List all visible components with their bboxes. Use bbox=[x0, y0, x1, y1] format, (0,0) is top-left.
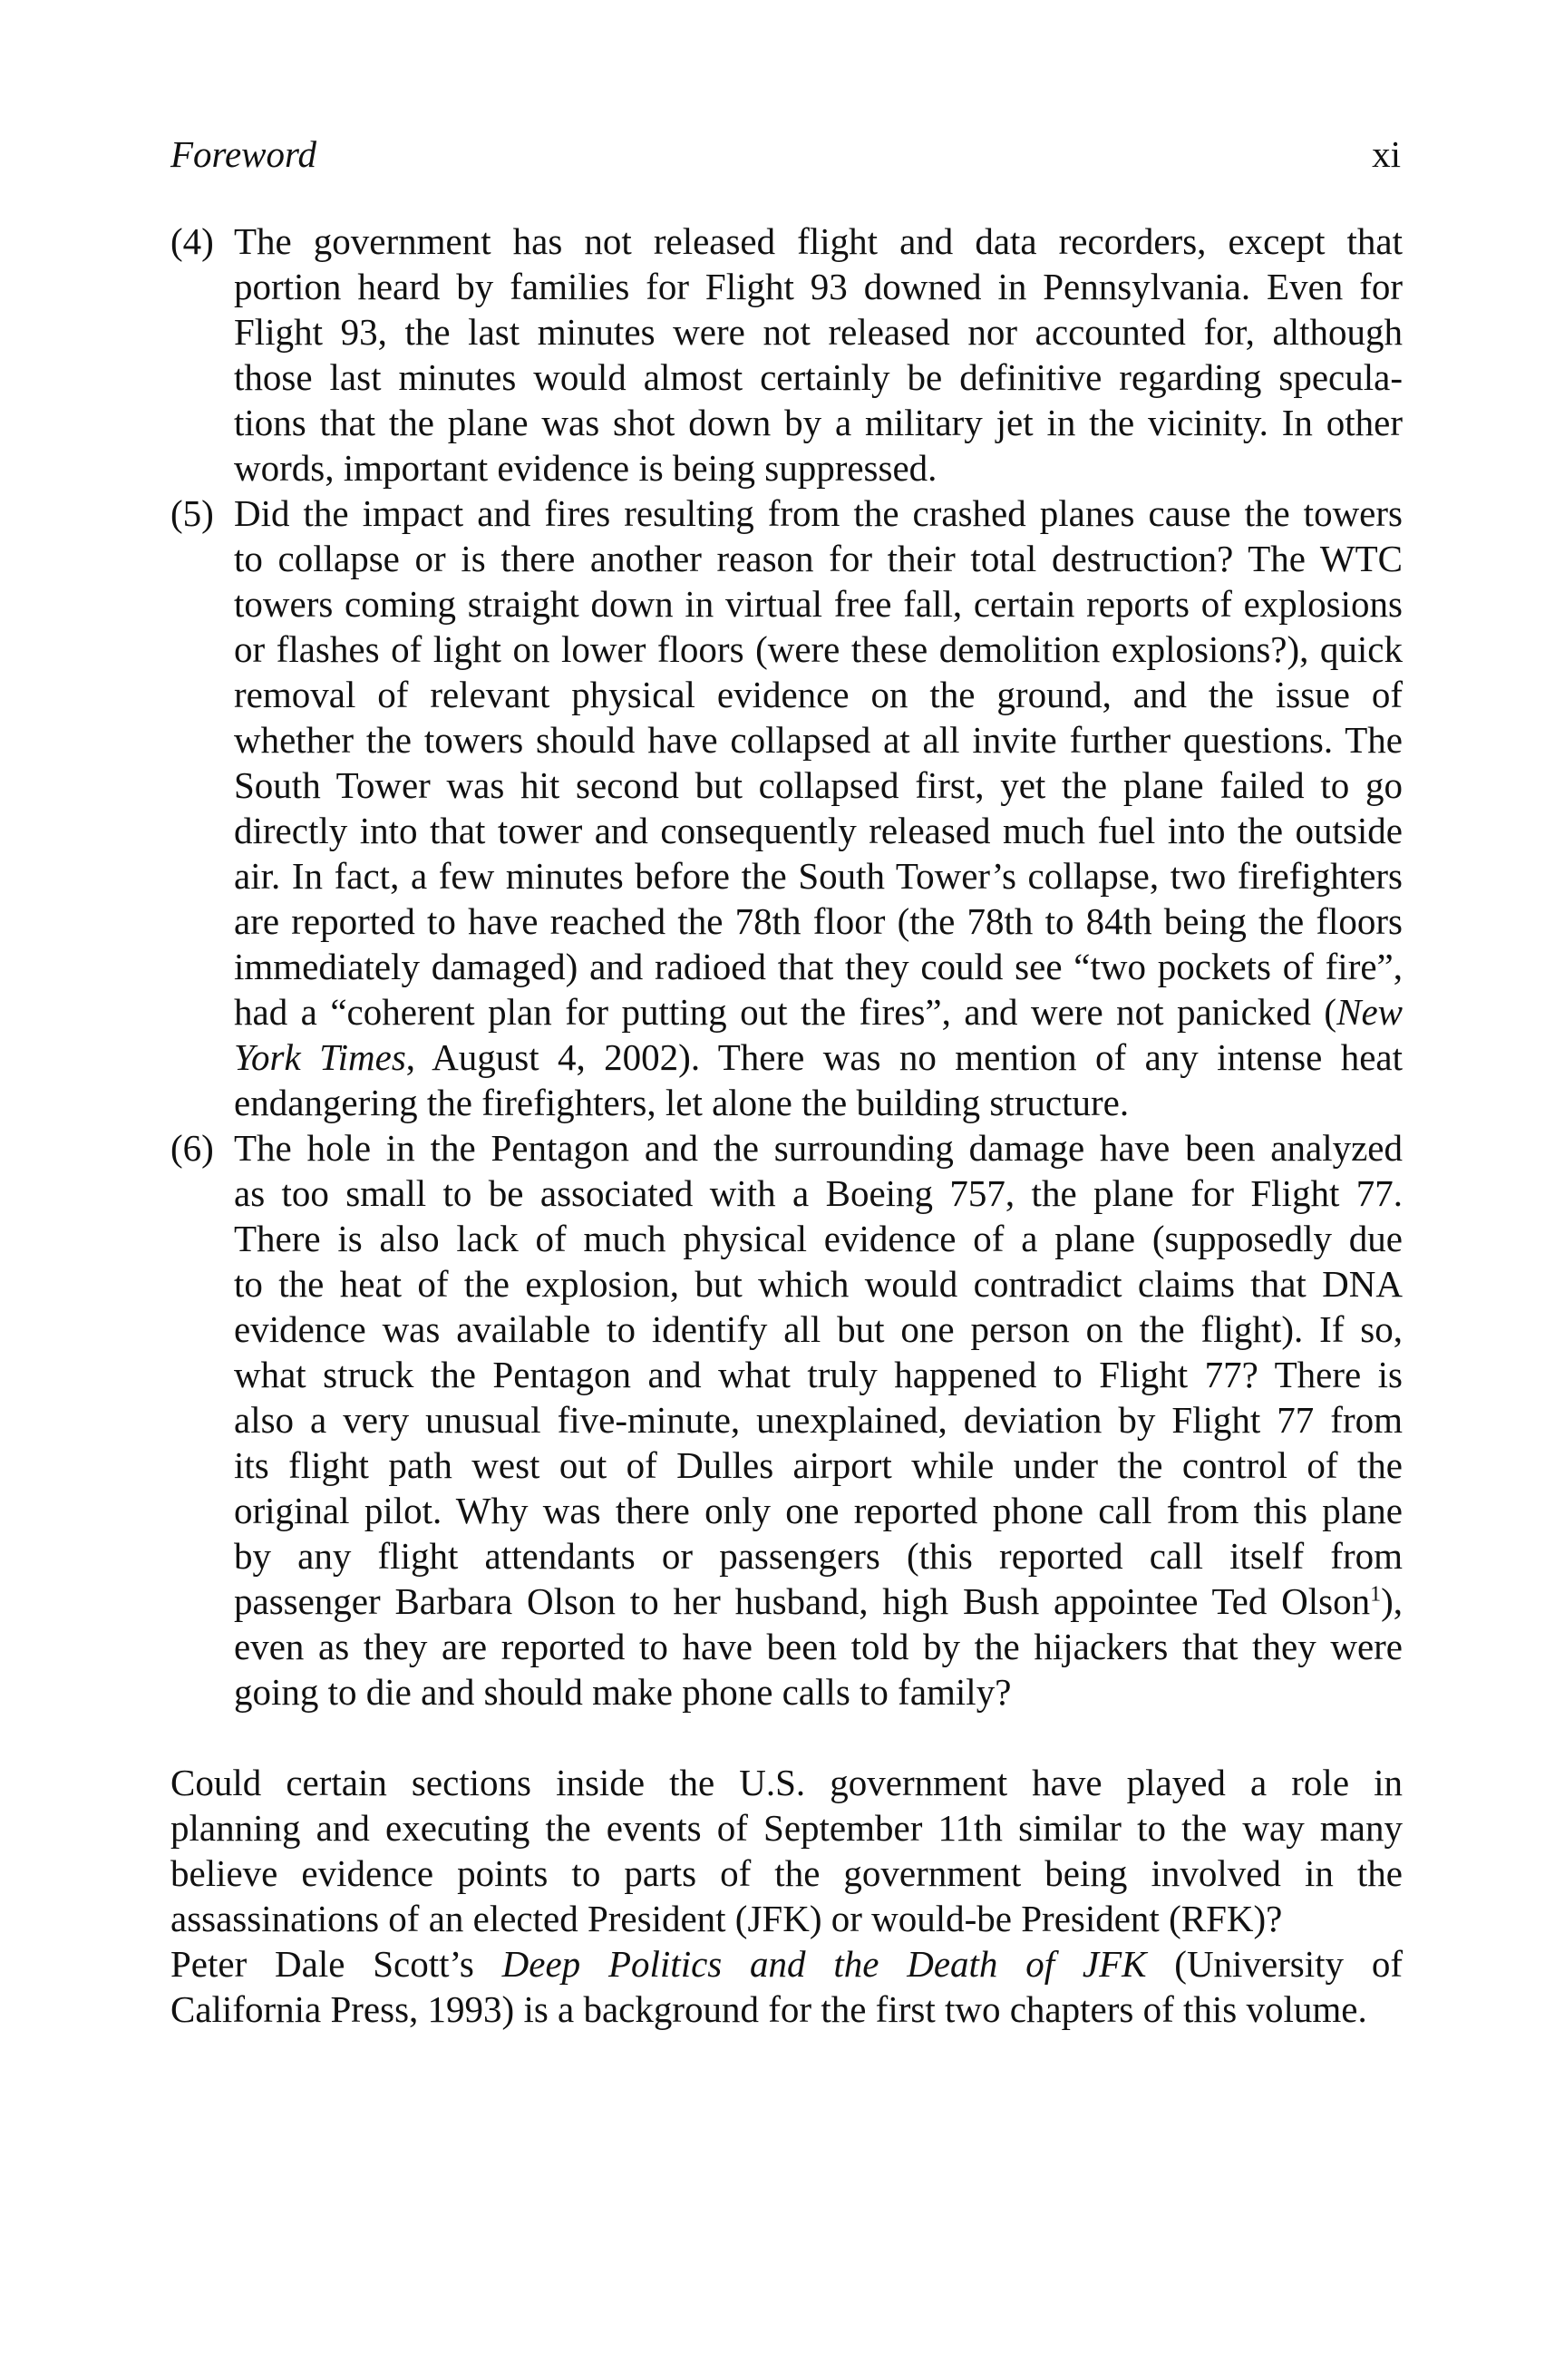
item-number: (5) bbox=[170, 492, 214, 534]
text-line bbox=[234, 491, 1403, 536]
text-segment: There is also lack of much physical evidence of a plane (supposedly due bbox=[234, 1218, 1403, 1259]
text-line bbox=[234, 355, 1403, 400]
text-segment: The hole in the Pentagon and the surrounding damage have been analyzed bbox=[234, 1127, 1403, 1169]
text-segment: The government has not released flight and data recorders, except that bbox=[234, 220, 1403, 262]
text-line bbox=[170, 1805, 1403, 1851]
text-segment: Could certain sections inside the U.S. government have played a role in bbox=[170, 1762, 1403, 1803]
text-segment: Flight 93, the last minutes were not released nor accounted for, although bbox=[234, 311, 1403, 353]
running-header-title: Foreword bbox=[170, 133, 316, 175]
text-segment: removal of relevant physical evidence on the ground, and the issue of bbox=[234, 674, 1403, 715]
text-segment: portion heard by families for Flight 93 downed in Pennsylvania. Even for bbox=[234, 266, 1403, 307]
text-line bbox=[234, 1533, 1403, 1579]
text-segment: to the heat of the explosion, but which would contradict claims that DNA bbox=[234, 1263, 1403, 1305]
text-line bbox=[234, 944, 1403, 989]
text-line bbox=[234, 1261, 1403, 1307]
text-segment: Peter Dale Scott’s bbox=[170, 1943, 502, 1985]
text-segment: to collapse or is there another reason for their total destruction? The WTC bbox=[234, 538, 1403, 579]
text-segment: towers coming straight down in virtual free fall, certain reports of explosions bbox=[234, 583, 1403, 625]
text-line bbox=[234, 672, 1403, 717]
item-number: (6) bbox=[170, 1127, 214, 1169]
text-segment: ), bbox=[1381, 1580, 1403, 1622]
text-line bbox=[234, 1125, 1403, 1171]
text-segment: what struck the Pentagon and what truly happened to Flight 77? There is bbox=[234, 1354, 1403, 1395]
text-line bbox=[234, 627, 1403, 672]
text-segment: those last minutes would almost certainly be definitive regarding specula- bbox=[234, 356, 1403, 398]
text-segment: or flashes of light on lower floors (were these demolition explosions?), quick bbox=[234, 628, 1403, 670]
text-segment: air. In fact, a few minutes before the South Tower’s collapse, two firefighters bbox=[234, 855, 1403, 897]
text-segment: are reported to have reached the 78th floor (the 78th to 84th being the floors bbox=[234, 900, 1403, 942]
text-line bbox=[170, 1851, 1403, 1896]
text-segment: going to die and should make phone calls to family? bbox=[234, 1671, 1012, 1713]
text-segment: directly into that tower and consequently released much fuel into the outside bbox=[234, 810, 1403, 851]
text-line bbox=[170, 1941, 1403, 1987]
paragraph bbox=[170, 1941, 1403, 2032]
text-segment: immediately damaged) and radioed that they could see “two pockets of fire”, bbox=[234, 946, 1403, 987]
running-header bbox=[170, 131, 1401, 177]
text-line bbox=[234, 1669, 1403, 1715]
text-segment: , August 4, 2002). There was no mention of any intense heat bbox=[405, 1036, 1403, 1078]
text-line bbox=[234, 717, 1403, 763]
text-segment: endangering the firefighters, let alone the building structure. bbox=[234, 1082, 1130, 1123]
text-line bbox=[234, 1397, 1403, 1443]
text-line bbox=[234, 400, 1403, 445]
text-segment: assassinations of an elected President (JFK) or would-be President (RFK)? bbox=[170, 1898, 1283, 1939]
text-segment: believe evidence points to parts of the government being involved in the bbox=[170, 1852, 1403, 1894]
text-segment: its flight path west out of Dulles airport while under the control of the bbox=[234, 1444, 1403, 1486]
text-line bbox=[234, 989, 1403, 1035]
list-item bbox=[170, 219, 1403, 491]
text-line bbox=[234, 264, 1403, 309]
text-line bbox=[234, 1171, 1403, 1216]
paragraph bbox=[170, 1760, 1403, 1941]
page-body bbox=[170, 219, 1403, 2032]
text-line bbox=[234, 763, 1403, 808]
text-line bbox=[234, 808, 1403, 853]
text-segment: Did the impact and fires resulting from the crashed planes cause the towers bbox=[234, 492, 1403, 534]
text-line bbox=[234, 536, 1403, 581]
text-line bbox=[234, 219, 1403, 264]
text-segment: York Times bbox=[234, 1036, 406, 1078]
text-line bbox=[234, 853, 1403, 899]
text-segment: had a “coherent plan for putting out the fires”, and were not panicked ( bbox=[234, 991, 1337, 1033]
text-segment: also a very unusual five-minute, unexplained, deviation by Flight 77 from bbox=[234, 1399, 1403, 1441]
list-item bbox=[170, 1125, 1403, 1715]
text-line bbox=[234, 1216, 1403, 1261]
footnote-marker: 1 bbox=[1370, 1582, 1382, 1607]
text-segment: passenger Barbara Olson to her husband, high Bush appointee Ted Olson bbox=[234, 1580, 1371, 1622]
text-line bbox=[234, 1035, 1403, 1080]
text-segment: planning and executing the events of September 11th similar to the way many bbox=[170, 1807, 1403, 1849]
text-line bbox=[234, 1352, 1403, 1397]
paragraph-gap bbox=[170, 1715, 1403, 1760]
text-line bbox=[234, 1443, 1403, 1488]
text-line bbox=[234, 309, 1403, 355]
list-item bbox=[170, 491, 1403, 1125]
text-segment: Deep Politics and the Death of JFK bbox=[501, 1943, 1147, 1985]
text-line bbox=[234, 1579, 1403, 1624]
text-line bbox=[234, 1307, 1403, 1352]
text-segment: whether the towers should have collapsed at all invite further questions. The bbox=[234, 719, 1403, 761]
text-line bbox=[234, 581, 1403, 627]
text-segment: as too small to be associated with a Boeing 757, the plane for Flight 77. bbox=[234, 1172, 1403, 1214]
text-line bbox=[234, 1624, 1403, 1669]
text-line bbox=[234, 1488, 1403, 1533]
text-segment: by any flight attendants or passengers (this reported call itself from bbox=[234, 1535, 1403, 1577]
text-line bbox=[234, 445, 1403, 491]
text-segment: tions that the plane was shot down by a military jet in the vicinity. In other bbox=[234, 402, 1403, 443]
page-number: xi bbox=[1372, 133, 1401, 175]
text-segment: (University of bbox=[1146, 1943, 1403, 1985]
text-segment: words, important evidence is being suppressed. bbox=[234, 447, 937, 489]
text-line bbox=[234, 899, 1403, 944]
text-line bbox=[234, 1080, 1403, 1125]
text-segment: even as they are reported to have been told by the hijackers that they were bbox=[234, 1626, 1403, 1667]
text-segment: evidence was available to identify all but one person on the flight). If so, bbox=[234, 1308, 1403, 1350]
text-segment: South Tower was hit second but collapsed first, yet the plane failed to go bbox=[234, 764, 1403, 806]
text-line bbox=[170, 1896, 1403, 1941]
text-line bbox=[170, 1987, 1403, 2032]
text-segment: original pilot. Why was there only one reported phone call from this plane bbox=[234, 1490, 1403, 1531]
text-line bbox=[170, 1760, 1403, 1805]
item-number: (4) bbox=[170, 220, 214, 262]
text-segment: California Press, 1993) is a background for the first two chapters of this volume. bbox=[170, 1988, 1367, 2030]
text-segment: New bbox=[1336, 991, 1403, 1033]
